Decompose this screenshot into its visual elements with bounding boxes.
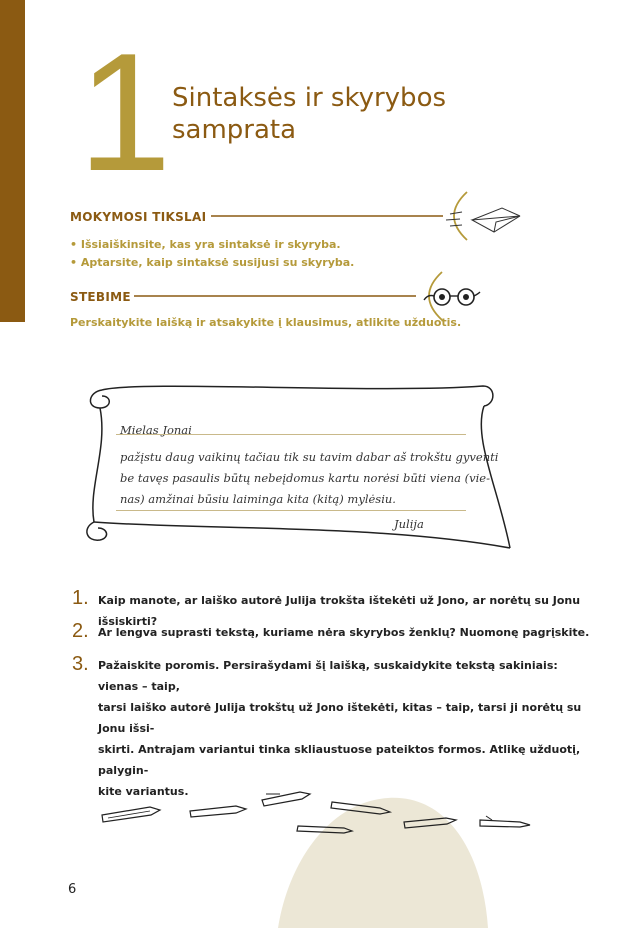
- letter-line-1: pažįstu daug vaikinų tačiau tik su tavim dabar aš trokštu gyventi: [120, 450, 499, 464]
- paper-plane-icon: [440, 198, 530, 238]
- question-3-line-1: Pažaiskite poromis. Persirašydami šį laišką, suskaidykite tekstą sakiniais: vienas – taip,: [98, 659, 558, 693]
- chapter-title-line1: Sintaksės ir skyrybos: [172, 83, 447, 113]
- question-1-number: 1.: [72, 587, 89, 609]
- pencil-icon: [331, 802, 390, 814]
- chapter-title-line2: samprata: [172, 115, 297, 145]
- letter-rule-1: [116, 434, 466, 435]
- observe-instruction: Perskaitykite laišką ir atsakykite į klausimus, atlikite užduotis.: [70, 316, 462, 329]
- glasses-icon: [420, 284, 484, 312]
- question-3-line-3: skirti. Antrajam variantui tinka skliaustuose pateiktos formos. Atlikę užduotį, palygin-: [98, 743, 581, 777]
- chapter-title: [172, 82, 502, 146]
- goals-heading: MOKYMOSI TIKSLAI: [70, 210, 207, 224]
- question-3-line-2: tarsi laiško autorė Julija trokštų už Jono ištekėti, kitas – taip, tarsi ji norėtų su Jonu išsi-: [98, 701, 582, 735]
- scroll-illustration: [78, 378, 518, 558]
- question-3-number: 3.: [72, 653, 89, 675]
- letter-rule-2: [116, 510, 466, 511]
- pen-icon: [480, 816, 530, 827]
- letter-line-3: nas) amžinai būsiu laiminga kita (kitą) mylėsiu.: [120, 492, 396, 506]
- pens-illustration: [0, 780, 640, 840]
- question-2-text: [98, 622, 590, 643]
- goal-item-2: • Aptarsite, kaip sintaksė susijusi su skyryba.: [70, 256, 355, 269]
- pencil-icon: [190, 806, 246, 817]
- question-1-line-1: Kaip manote, ar laiško autorė Julija trokšta ištekėti už Jono, ar norėtų su Jonu išsiskirti?: [98, 594, 581, 628]
- letter-greeting: Mielas Jonai: [120, 423, 192, 437]
- chapter-number: 1: [78, 18, 168, 206]
- page-number: 6: [68, 882, 77, 897]
- pencil-icon: [102, 807, 160, 822]
- pen-icon: [262, 792, 310, 806]
- goal-item-1: • Išsiaiškinsite, kas yra sintaksė ir skyryba.: [70, 238, 341, 251]
- goals-list: [70, 236, 354, 272]
- question-2-number: 2.: [72, 620, 89, 642]
- pencil-icon: [404, 818, 456, 828]
- question-2-line-1: Ar lengva suprasti tekstą, kuriame nėra skyrybos ženklų? Nuomonę pagrįskite.: [98, 626, 590, 639]
- pen-icon: [297, 826, 352, 833]
- observe-heading: STEBIME: [70, 290, 131, 304]
- side-color-bar: [0, 0, 25, 322]
- letter-line-2: be tavęs pasaulis būtų nebeįdomus kartu norėsi būti viena (vie-: [120, 471, 490, 485]
- question-3-line-4: kite variantus.: [98, 785, 189, 798]
- letter-signature: Julija: [394, 517, 424, 531]
